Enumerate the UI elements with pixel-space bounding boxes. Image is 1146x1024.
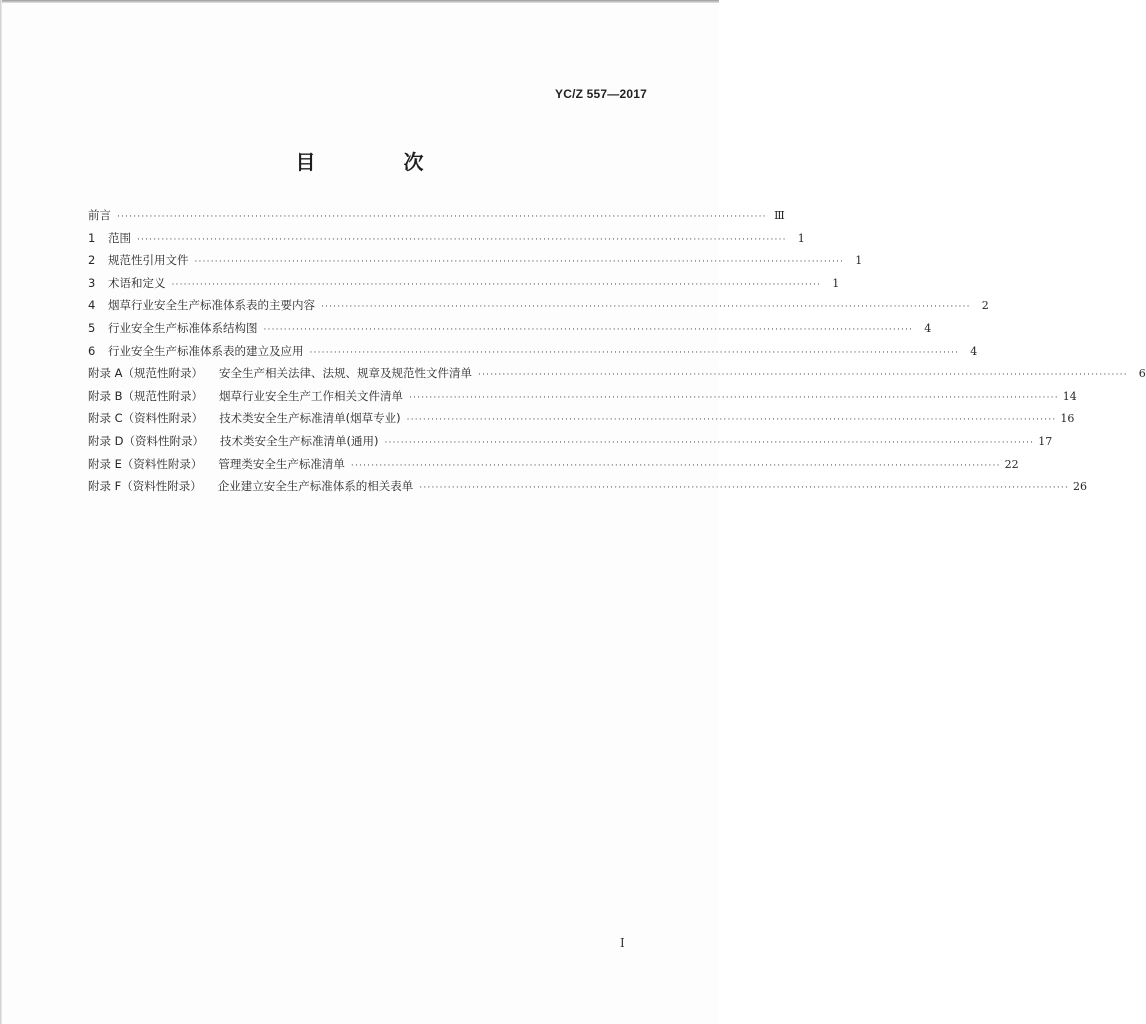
toc-entry[interactable] <box>88 204 785 227</box>
toc-page-number: Ⅲ <box>774 209 785 222</box>
toc-dot-leader: ································································································································································ <box>137 234 787 245</box>
toc-entry-title: 范围 <box>108 230 131 245</box>
toc-entry-title: 规范性引用文件 <box>108 253 189 268</box>
toc-appendix-label: 附录 F（资料性附录） <box>88 479 202 494</box>
toc-entry-number: 5 <box>88 320 96 335</box>
toc-entry[interactable] <box>88 453 1019 476</box>
toc-page-number: 1 <box>832 276 840 290</box>
page-number: I <box>620 936 625 950</box>
toc-entry-title: 烟草行业安全生产标准体系表的主要内容 <box>108 298 315 313</box>
toc-entry-title: 安全生产相关法律、法规、规章及规范性文件清单 <box>219 366 473 381</box>
toc-entry[interactable] <box>88 475 1088 498</box>
toc-entry[interactable] <box>88 385 1077 408</box>
toc-entry-title: 行业安全生产标准体系表的建立及应用 <box>108 343 304 358</box>
toc-page-number: 1 <box>797 231 805 245</box>
toc-entry[interactable] <box>88 294 989 317</box>
page-title: 目 次 <box>295 150 458 174</box>
toc-entry-number: 6 <box>88 343 96 358</box>
toc-entry-title: 技术类安全生产标准清单(烟草专业) <box>219 411 401 426</box>
toc-entry-title: 技术类安全生产标准清单(通用) <box>220 433 379 448</box>
toc-appendix-label: 附录 B（规范性附录） <box>88 388 204 403</box>
standard-code: YC/Z 557—2017 <box>555 87 647 101</box>
toc-dot-leader: ································································································································································ <box>194 257 845 268</box>
toc-page-number: 6 <box>1138 367 1146 381</box>
toc-page-number: 4 <box>970 344 978 358</box>
toc-entry[interactable] <box>88 249 863 272</box>
table-of-contents <box>88 204 1146 498</box>
toc-page-number: 14 <box>1062 389 1077 403</box>
toc-entry-title: 管理类安全生产标准清单 <box>218 456 345 471</box>
toc-page-number: 26 <box>1073 480 1088 494</box>
toc-dot-leader: ································································································································································ <box>321 302 971 313</box>
toc-dot-leader: ································································································································································ <box>419 483 1070 494</box>
toc-entry[interactable] <box>88 272 840 295</box>
scan-edge-top <box>0 0 719 3</box>
toc-entry[interactable] <box>88 362 1146 385</box>
toc-dot-leader: ································································································································································ <box>478 370 1128 381</box>
toc-page-number: 1 <box>855 254 863 268</box>
toc-dot-leader: ································································································································································ <box>263 324 914 335</box>
toc-appendix-label: 附录 E（资料性附录） <box>88 456 203 471</box>
toc-entry[interactable] <box>88 407 1075 430</box>
toc-dot-leader: ································································································································································ <box>117 212 767 222</box>
toc-dot-leader: ································································································································································ <box>171 279 822 290</box>
toc-entry[interactable] <box>88 430 1053 453</box>
toc-entry-title: 术语和定义 <box>108 275 166 290</box>
toc-entry-title: 烟草行业安全生产工作相关文件清单 <box>219 388 404 403</box>
toc-dot-leader: ································································································································································ <box>309 347 960 358</box>
toc-dot-leader: ································································································································································ <box>406 415 1057 426</box>
toc-entry-title: 行业安全生产标准体系结构图 <box>108 320 258 335</box>
toc-entry-number: 1 <box>88 230 96 245</box>
toc-entry-number: 3 <box>88 275 96 290</box>
toc-entry[interactable] <box>88 317 932 340</box>
toc-entry[interactable] <box>88 227 805 250</box>
toc-appendix-label: 附录 C（资料性附录） <box>88 411 204 426</box>
toc-page-number: 2 <box>981 299 989 313</box>
toc-page-number: 4 <box>924 321 932 335</box>
toc-page-number: 16 <box>1060 412 1075 426</box>
toc-appendix-label: 附录 A（规范性附录） <box>88 366 204 381</box>
toc-appendix-label: 附录 D（资料性附录） <box>88 433 205 448</box>
toc-entry-number: 2 <box>88 253 96 268</box>
toc-page-number: 22 <box>1004 457 1019 471</box>
toc-dot-leader: ································································································································································ <box>409 392 1059 403</box>
toc-entry-title: 前言 <box>88 208 111 222</box>
toc-page-number: 17 <box>1038 434 1053 448</box>
toc-dot-leader: ································································································································································ <box>384 437 1035 448</box>
toc-dot-leader: ································································································································································ <box>350 460 1001 471</box>
toc-entry-number: 4 <box>88 298 96 313</box>
toc-entry-title: 企业建立安全生产标准体系的相关表单 <box>217 479 414 494</box>
toc-entry[interactable] <box>88 340 978 363</box>
